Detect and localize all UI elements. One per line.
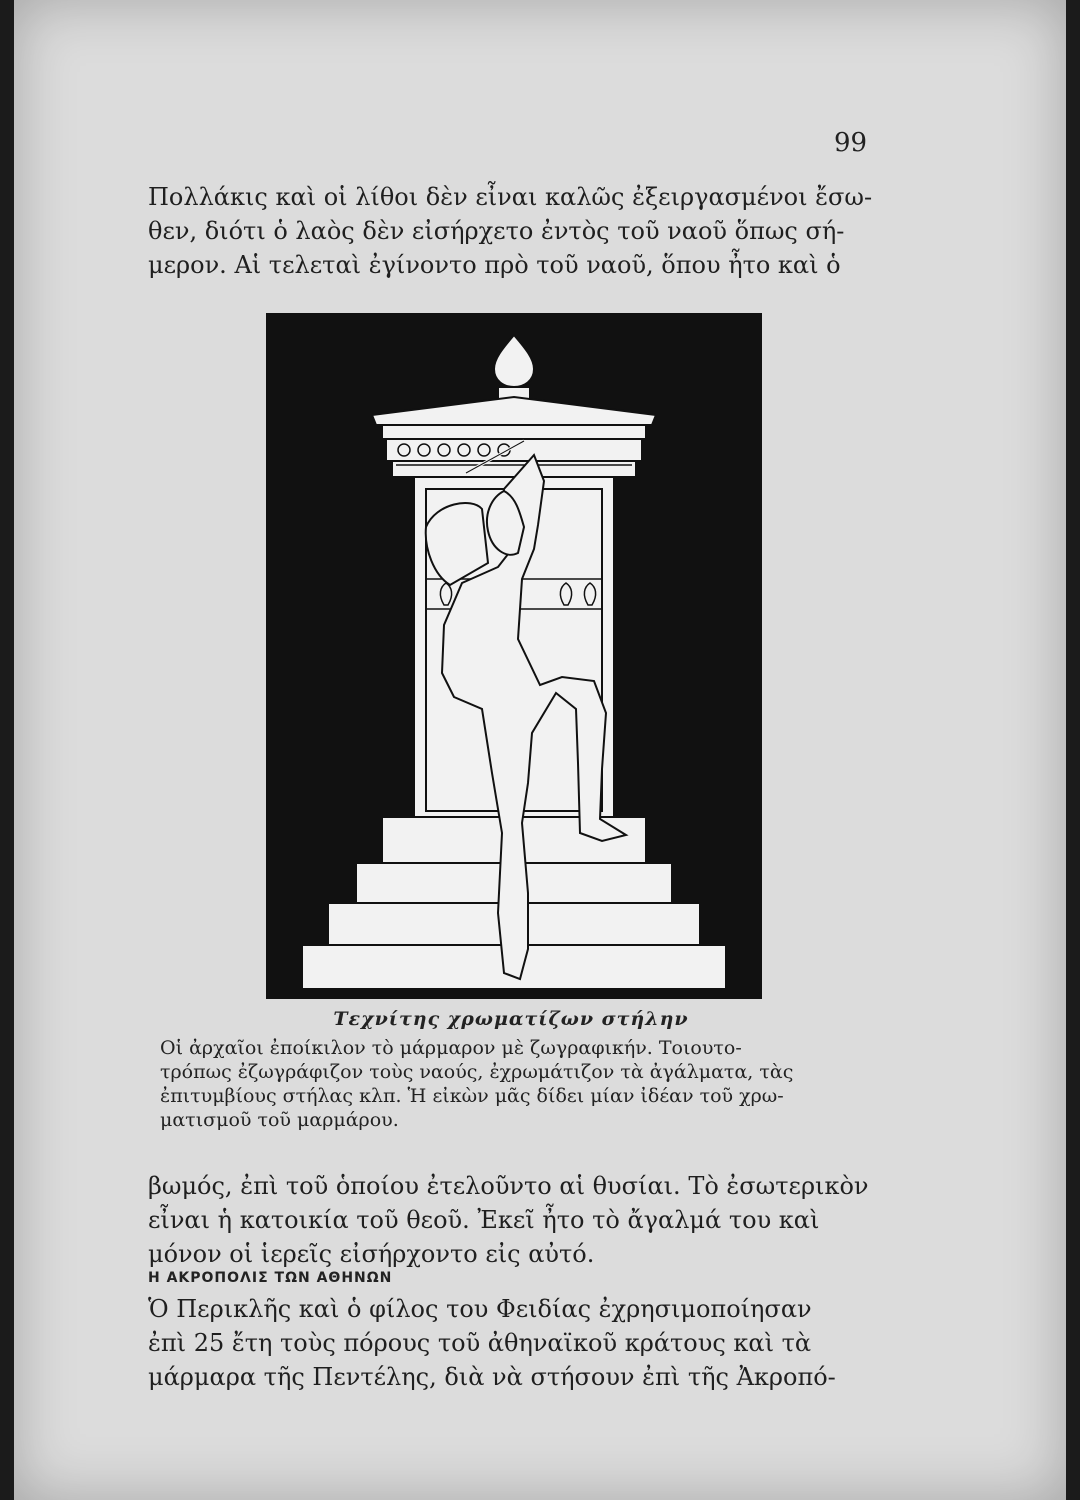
caption-line: ἐπιτυμβίους στήλας κλπ. Ἡ εἰκὼν μᾶς δίδει μίαν ἰδέαν τοῦ χρω-: [160, 1085, 784, 1107]
paragraph-line: βωμός, ἐπὶ τοῦ ὁποίου ἐτελοῦντο αἱ θυσίαι. Τὸ ἐσωτερικὸν: [148, 1172, 869, 1200]
stele-drawing: [266, 313, 762, 999]
caption-line: ματισμοῦ τοῦ μαρμάρου.: [160, 1109, 399, 1131]
paragraph-line: εἶναι ἡ κατοικία τοῦ θεοῦ. Ἐκεῖ ἦτο τὸ ἄγαλμά του καὶ: [148, 1206, 820, 1234]
figure-caption-title: Τεχνίτης χρωματίζων στήλην: [333, 1008, 689, 1030]
paragraph-line: μερον. Αἱ τελεταὶ ἐγίνοντο πρὸ τοῦ ναοῦ, ὅπου ἦτο καὶ ὁ: [148, 251, 841, 279]
paragraph-line: θεν, διότι ὁ λαὸς δὲν εἰσήρχετο ἐντὸς τοῦ ναοῦ ὅπως σή-: [148, 217, 845, 245]
book-page: [14, 0, 1066, 1500]
paragraph-3: [148, 1292, 874, 1394]
page-number: 99: [834, 128, 868, 158]
figure-caption: [160, 1036, 878, 1132]
paragraph-line: Πολλάκις καὶ οἱ λίθοι δὲν εἶναι καλῶς ἐξειργασμένοι ἔσω-: [148, 183, 873, 211]
paragraph-line: Ὁ Περικλῆς καὶ ὁ φίλος του Φειδίας ἐχρησιμοποίησαν: [148, 1295, 812, 1323]
section-heading: Η ΑΚΡΟΠΟΛΙΣ ΤΩΝ ΑΘΗΝΩΝ: [148, 1270, 393, 1286]
paragraph-1: [148, 180, 874, 282]
paragraph-line: μάρμαρα τῆς Πεντέλης, διὰ νὰ στήσουν ἐπὶ τῆς Ἀκροπό-: [148, 1363, 836, 1391]
caption-line: τρόπως ἐζωγράφιζον τοὺς ναούς, ἐχρωμάτιζον τὰ ἀγάλματα, τὰς: [160, 1061, 794, 1083]
caption-line: Οἱ ἀρχαῖοι ἐποίκιλον τὸ μάρμαρον μὲ ζωγραφικήν. Τοιουτο-: [160, 1037, 742, 1059]
paragraph-2: [148, 1169, 874, 1271]
paragraph-line: ἐπὶ 25 ἔτη τοὺς πόρους τοῦ ἀθηναϊκοῦ κράτους καὶ τὰ: [148, 1329, 812, 1357]
paragraph-line: μόνον οἱ ἱερεῖς εἰσήρχοντο εἰς αὐτό.: [148, 1240, 595, 1268]
illustration-artisan-painting-stele: [266, 313, 762, 999]
